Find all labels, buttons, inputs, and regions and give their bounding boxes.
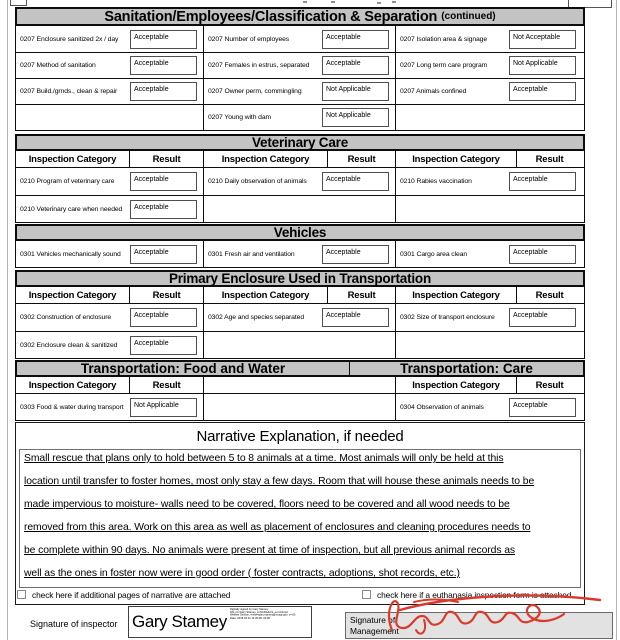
section-enclosure xyxy=(15,270,585,359)
narrative-line: removed from this area. Work on this area as well as placement of enclosures and cleaning procedures needs to xyxy=(24,522,531,533)
narrative-line: made impervious to moisture- walls need to be covered, floors need to be covered and all wood needs to be xyxy=(24,499,510,510)
table-row xyxy=(16,78,584,104)
table-row xyxy=(16,331,584,358)
category-label: 0207 Animals confined xyxy=(400,88,467,95)
table-row xyxy=(16,168,584,195)
section-title: Sanitation/Employees/Classification & Separation xyxy=(104,8,438,25)
cutoff-box-fragment xyxy=(10,0,27,6)
result-box[interactable]: Acceptable xyxy=(130,30,197,49)
column-header-category: Inspection Category xyxy=(204,287,328,303)
category-label: 0302 Enclosure clean & sanitized xyxy=(20,341,118,349)
section-title: Primary Enclosure Used in Transportation xyxy=(168,271,432,286)
column-header-category: Inspection Category xyxy=(396,151,517,167)
column-header-result: Result xyxy=(535,289,564,301)
table-row xyxy=(16,394,584,420)
empty-cell xyxy=(396,196,582,222)
category-label: 0302 Construction of enclosure xyxy=(20,314,112,321)
section-title-care: Transportation: Care xyxy=(400,361,533,376)
additional-narrative-checkbox-label: check here if additional pages of narrative are attached xyxy=(32,590,231,600)
section-title-food-water: Transportation: Food and Water xyxy=(17,362,350,375)
category-label: 0207 Build./grnds., clean & repair xyxy=(20,88,118,95)
table-row xyxy=(16,304,584,331)
column-header-row xyxy=(16,377,584,394)
result-box[interactable]: Acceptable xyxy=(130,200,197,219)
result-box[interactable]: Acceptable xyxy=(509,308,576,327)
column-header-category: Inspection Category xyxy=(204,151,328,167)
column-header-result: Result xyxy=(328,151,396,167)
result-box[interactable]: Acceptable xyxy=(322,56,389,75)
category-label: 0207 Young with dam xyxy=(208,114,272,121)
table-row xyxy=(16,52,584,78)
section-veterinary xyxy=(15,134,585,223)
category-label: 0303 Food & water during transport xyxy=(20,403,124,411)
section-sanitation xyxy=(15,7,585,131)
column-header-result: Result xyxy=(130,151,204,167)
category-label: 0210 Veterinary care when needed xyxy=(20,205,123,213)
result-box[interactable]: Acceptable xyxy=(130,82,197,101)
category-label: 0210 Rabies vaccination xyxy=(400,178,472,185)
section-transportation xyxy=(15,360,585,421)
column-header-result: Result xyxy=(535,153,564,165)
result-box[interactable]: Acceptable xyxy=(130,172,197,191)
section-title: Veterinary Care xyxy=(251,135,349,150)
table-row xyxy=(16,104,584,130)
result-box[interactable]: Acceptable xyxy=(322,30,389,49)
category-label: 0207 Females in estrus, separated xyxy=(208,62,310,69)
section-veterinary-header xyxy=(15,134,585,151)
column-header-result: Result xyxy=(130,287,204,303)
result-box[interactable]: Acceptable xyxy=(130,245,197,264)
column-header-category: Inspection Category xyxy=(16,151,130,167)
section-enclosure-header xyxy=(15,270,585,287)
empty-header-cell xyxy=(204,377,396,393)
result-box[interactable]: Not Applicable xyxy=(130,398,197,417)
management-signature-label-line1: Signature of xyxy=(350,615,396,625)
result-box[interactable]: Acceptable xyxy=(509,398,576,417)
table-row xyxy=(16,195,584,222)
column-header-category: Inspection Category xyxy=(16,287,130,303)
section-vehicles-header xyxy=(15,224,585,241)
column-header-row xyxy=(16,151,584,168)
digital-signature-details: Digitally signed by Gary Stamey DN: cn=Gary Stamey, o=NCDA&CS, ou=Animal Welfare Section, email=gary.stamey@ncagr.gov, c=US Date: 2018.03.21 11:45:08 -04'00' xyxy=(229,608,296,620)
narrative-line: be complete within 90 days. No animals were present at time of inspection, but all previous animal records as xyxy=(24,545,515,556)
result-box[interactable]: Acceptable xyxy=(322,308,389,327)
management-signature-label-line2: Management xyxy=(350,625,399,636)
narrative-title: Narrative Explanation, if needed xyxy=(196,428,404,445)
empty-cell xyxy=(396,105,582,130)
column-header-result: Result xyxy=(535,379,564,391)
inspector-signature-box[interactable] xyxy=(128,606,312,638)
section-transportation-header xyxy=(15,360,585,377)
narrative-line: location until transfer to foster homes, most only stay a few days. Room that will house these animals needs to be xyxy=(24,476,535,487)
column-header-category: Inspection Category xyxy=(16,377,130,393)
section-title-suffix: (continued) xyxy=(441,11,496,22)
section-vehicles xyxy=(15,224,585,268)
empty-cell xyxy=(204,196,396,222)
category-label: 0302 Size of transport enclosure xyxy=(400,314,495,321)
result-box[interactable]: Acceptable xyxy=(130,56,197,75)
category-label: 0210 Program of veterinary care xyxy=(20,178,115,185)
cutoff-text-fragment xyxy=(303,1,307,3)
result-box[interactable]: Acceptable xyxy=(509,82,576,101)
category-label: 0207 Enclosure sanitized 2x / day xyxy=(20,35,119,43)
cutoff-text-fragment xyxy=(392,1,396,3)
table-row xyxy=(16,241,584,267)
additional-narrative-checkbox[interactable] xyxy=(17,590,26,599)
category-label: 0304 Observation of animals xyxy=(400,403,484,411)
result-box[interactable]: Acceptable xyxy=(322,245,389,264)
inspector-signature-label: Signature of inspector xyxy=(30,619,118,629)
result-box[interactable]: Acceptable xyxy=(130,308,197,327)
category-label: 0302 Age and species separated xyxy=(208,314,305,321)
category-label: 0207 Isolation area & signage xyxy=(400,35,488,43)
empty-cell xyxy=(16,105,204,130)
result-box[interactable]: Acceptable xyxy=(130,336,197,355)
euthanasia-form-checkbox-label: check here if a euthanasia inspection form is attached xyxy=(377,590,572,600)
result-box[interactable]: Not Applicable xyxy=(322,82,389,101)
table-row xyxy=(16,26,584,52)
page-right-border xyxy=(616,0,617,640)
cutoff-text-fragment xyxy=(377,2,381,4)
empty-cell xyxy=(204,394,396,420)
result-box[interactable]: Acceptable xyxy=(509,245,576,264)
management-handwritten-signature xyxy=(372,586,607,640)
narrative-line: Small rescue that plans only to hold between 5 to 8 animals at a time. Most animals will only be held at this xyxy=(24,453,504,464)
category-label: 0207 Number of employees xyxy=(208,35,290,43)
result-box[interactable]: Acceptable xyxy=(322,172,389,191)
result-box[interactable]: Not Applicable xyxy=(509,56,576,75)
result-box[interactable]: Not Acceptable xyxy=(509,30,576,49)
section-sanitation-header xyxy=(15,7,585,26)
column-header-row xyxy=(16,287,584,304)
category-label: 0207 Owner perm, commingling xyxy=(208,88,302,95)
category-label: 0301 Vehicles mechanically sound xyxy=(20,250,121,258)
category-label: 0301 Cargo area clean xyxy=(400,250,468,258)
column-header-category: Inspection Category xyxy=(396,377,517,393)
empty-cell xyxy=(396,332,582,358)
category-label: 0301 Fresh air and ventilation xyxy=(208,250,295,258)
result-box[interactable]: Acceptable xyxy=(509,172,576,191)
category-label: 0210 Daily observation of animals xyxy=(208,178,307,185)
column-header-category: Inspection Category xyxy=(396,287,517,303)
column-header-result: Result xyxy=(328,287,396,303)
category-label: 0207 Long term care program xyxy=(400,62,488,69)
empty-cell xyxy=(204,332,396,358)
inspector-signature-name: Gary Stamey xyxy=(132,612,227,631)
section-title: Vehicles xyxy=(273,225,327,240)
narrative-text-box[interactable] xyxy=(19,449,581,588)
euthanasia-form-checkbox[interactable] xyxy=(362,590,371,599)
narrative-line: well as the ones in foster now were in good order ( foster contracts, adoptions, shot records, etc.) xyxy=(24,568,460,579)
result-box[interactable]: Not Applicable xyxy=(322,108,389,127)
page-left-border xyxy=(7,0,8,640)
category-label: 0207 Method of sanitation xyxy=(20,62,96,69)
section-narrative xyxy=(15,422,585,605)
cutoff-text-fragment xyxy=(331,1,335,3)
column-header-result: Result xyxy=(130,377,204,393)
